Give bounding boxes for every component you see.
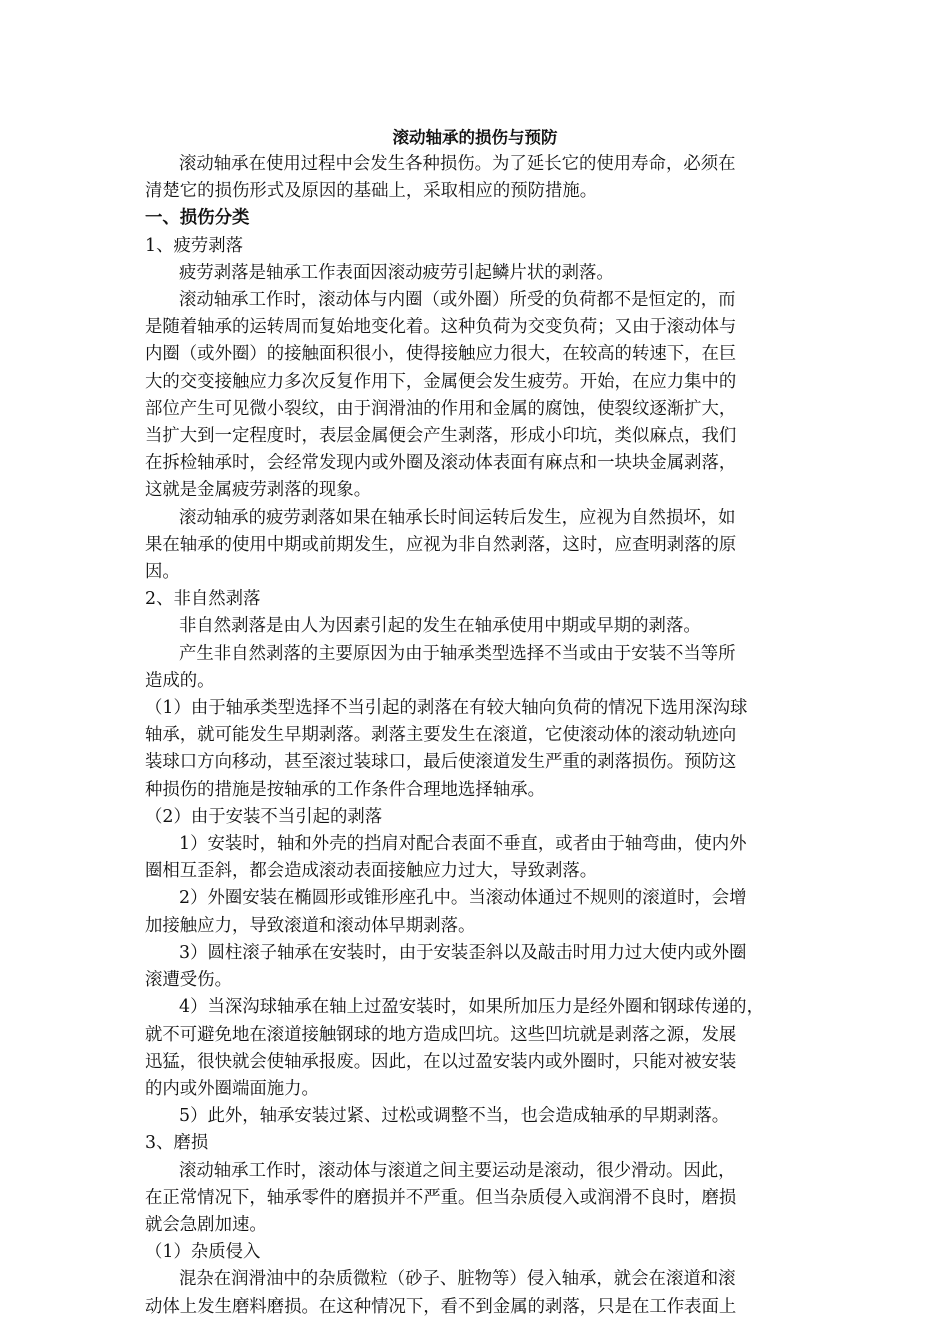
document-body: [145, 151, 807, 1321]
text-line: （1）由于轴承类型选择不当引起的剥落在有较大轴向负荷的情况下选用深沟球: [145, 698, 748, 719]
text-line: 这就是金属疲劳剥落的现象。: [145, 480, 372, 501]
text-line: 造成的。: [145, 670, 215, 691]
text-line: 动体上发生磨料磨损。在这种情况下，看不到金属的剥落，只是在工作表面上: [145, 1296, 737, 1317]
text-line: 2、非自然剥落: [145, 589, 261, 610]
text-line: 在拆检轴承时，会经常发现内或外圈及滚动体表面有麻点和一块块金属剥落，: [145, 453, 737, 474]
text-line: 疲劳剥落是轴承工作表面因滚动疲劳引起鳞片状的剥落。: [179, 262, 614, 283]
text-line: 4）当深沟球轴承在轴上过盈安装时，如果所加压力是经外圈和钢球传递的，: [179, 997, 764, 1018]
text-line: 圈相互歪斜，都会造成滚动表面接触应力过大，导致剥落。: [145, 861, 598, 882]
text-line: 清楚它的损伤形式及原因的基础上，采取相应的预防措施。: [145, 181, 598, 202]
text-line: 滚动轴承在使用过程中会发生各种损伤。为了延长它的使用寿命，必须在: [179, 154, 736, 174]
text-line: 就会急剧加速。: [145, 1214, 267, 1235]
text-line: 1）安装时，轴和外壳的挡肩对配合表面不垂直，或者由于轴弯曲，使内外: [179, 834, 747, 855]
text-line: 3、磨损: [145, 1133, 209, 1154]
text-line: 轴承，就可能发生早期剥落。剥落主要发生在滚道，它使滚动体的滚动轨迹向: [145, 725, 737, 746]
text-line: 加接触应力，导致滚道和滚动体早期剥落。: [145, 915, 476, 936]
text-line: 是随着轴承的运转周而复始地变化着。这种负荷为交变负荷；又由于滚动体与: [145, 317, 737, 338]
text-line: 3）圆柱滚子轴承在安装时，由于安装歪斜以及敲击时用力过大使内或外圈: [179, 942, 747, 963]
text-line: （1）杂质侵入: [145, 1242, 261, 1263]
document-title: 滚动轴承的损伤与预防: [392, 128, 558, 147]
text-line: 滚动轴承的疲劳剥落如果在轴承长时间运转后发生，应视为自然损坏，如: [179, 507, 736, 528]
text-line: 产生非自然剥落的主要原因为由于轴承类型选择不当或由于安装不当等所: [179, 643, 736, 664]
text-line: 的内或外圈端面施力。: [145, 1078, 319, 1099]
text-line: 2）外圈安装在椭圆形或锥形座孔中。当滚动体通过不规则的滚道时，会增: [179, 888, 747, 909]
text-line: 种损伤的措施是按轴承的工作条件合理地选择轴承。: [145, 779, 545, 800]
text-line: 1、疲劳剥落: [145, 235, 244, 256]
text-line: 5）此外，轴承安装过紧、过松或调整不当，也会造成轴承的早期剥落。: [179, 1106, 730, 1127]
text-line: 因。: [145, 562, 180, 583]
text-line: 就不可避免地在滚道接触钢球的地方造成凹坑。这些凹坑就是剥落之源，发展: [145, 1024, 737, 1045]
text-line: 装球口方向移动，甚至滚过装球口，最后使滚道发生严重的剥落损伤。预防这: [145, 752, 737, 773]
text-line: 当扩大到一定程度时，表层金属便会产生剥落，形成小印坑，类似麻点，我们: [145, 426, 737, 447]
text-line: 部位产生可见微小裂纹，由于润滑油的作用和金属的腐蚀，使裂纹逐渐扩大，: [145, 398, 737, 419]
section-heading: 一、损伤分类: [145, 208, 250, 229]
text-line: （2）由于安装不当引起的剥落: [145, 806, 383, 827]
text-line: 混杂在润滑油中的杂质微粒（砂子、脏物等）侵入轴承，就会在滚道和滚: [179, 1269, 736, 1290]
text-line: 非自然剥落是由人为因素引起的发生在轴承使用中期或早期的剥落。: [179, 616, 701, 637]
text-line: 滚动轴承工作时，滚动体与内圈（或外圈）所受的负荷都不是恒定的，而: [179, 290, 736, 311]
text-line: 内圈（或外圈）的接触面积很小，使得接触应力很大，在较高的转速下，在巨: [145, 344, 737, 365]
text-line: 果在轴承的使用中期或前期发生，应视为非自然剥落，这时，应查明剥落的原: [145, 534, 737, 555]
text-line: 滚动轴承工作时，滚动体与滚道之间主要运动是滚动，很少滑动。因此，: [179, 1160, 736, 1181]
text-line: 在正常情况下，轴承零件的磨损并不严重。但当杂质侵入或润滑不良时，磨损: [145, 1187, 737, 1208]
text-line: 迅猛，很快就会使轴承报废。因此，在以过盈安装内或外圈时，只能对被安装: [145, 1051, 737, 1072]
text-line: 滚遭受伤。: [145, 970, 232, 991]
text-line: 大的交变接触应力多次反复作用下，金属便会发生疲劳。开始，在应力集中的: [145, 371, 737, 392]
